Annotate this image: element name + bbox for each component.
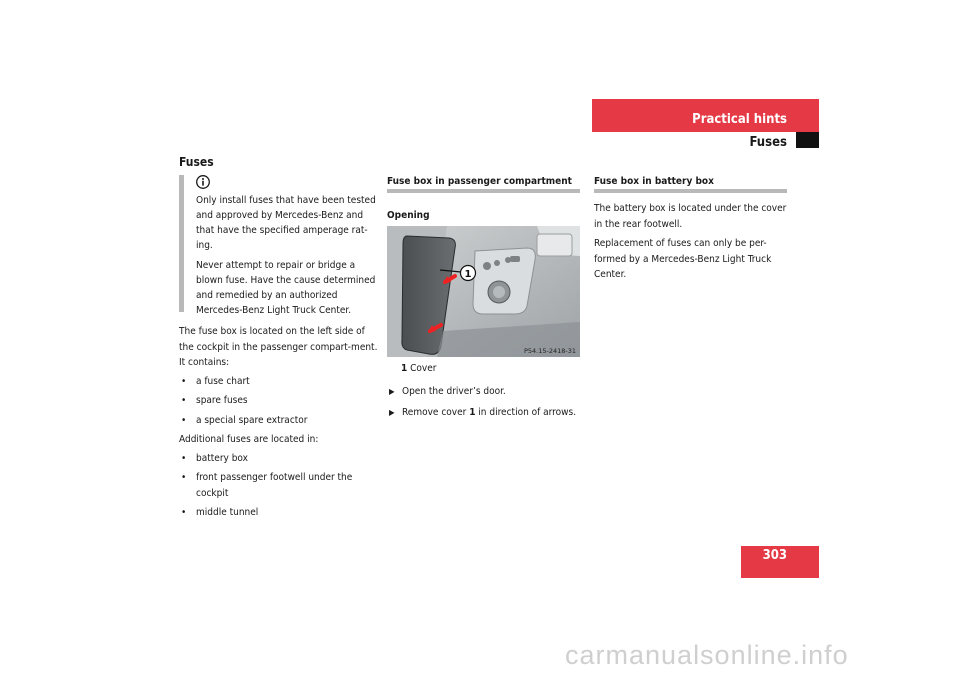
step-text-prefix: Remove cover <box>402 407 470 418</box>
step-text: Open the driver’s door. <box>402 385 506 397</box>
info-paragraph: Only install fuses that have been tested and approved by Mercedes-Benz and that have the specified amperage rat-ing. <box>196 195 376 251</box>
heading-rule <box>594 189 787 193</box>
instruction-step <box>387 384 587 400</box>
battery-text <box>594 201 792 287</box>
list-item: • a fuse chart <box>179 374 379 390</box>
page-number: 303 <box>762 548 787 563</box>
section-title: Practical hints <box>692 112 787 127</box>
figure-code: P54.15-2418-31 <box>523 347 576 355</box>
battery-paragraph: Replacement of fuses can only be per-formed by a Mercedes-Benz Light Truck Center. <box>594 238 772 280</box>
left-column <box>179 324 379 525</box>
figure-callout: 1 <box>464 269 472 280</box>
intro-paragraph: The fuse box is located on the left side of the cockpit in the passenger compart-ment. It contains: <box>179 326 378 368</box>
contents-list <box>179 374 379 429</box>
list-item: • spare fuses <box>179 393 379 409</box>
additional-list <box>179 451 379 521</box>
figure-caption <box>401 361 587 377</box>
opening-subheading: Opening <box>387 210 430 221</box>
battery-heading: Fuse box in battery box <box>594 176 714 187</box>
instruction-step <box>387 405 587 421</box>
battery-paragraph: The battery box is located under the cover in the rear footwell. <box>594 203 787 230</box>
watermark: carmanualsonline.info <box>565 640 849 670</box>
passenger-instructions <box>387 361 587 427</box>
list-item: • battery box <box>179 451 379 467</box>
passenger-heading: Fuse box in passenger compartment <box>387 176 572 187</box>
info-icon <box>196 175 210 189</box>
subsection-title: Fuses <box>749 135 787 150</box>
step-arrow-icon: ▶ <box>389 386 395 396</box>
fuse-box-cover-photo <box>387 226 580 357</box>
list-item: • front passenger footwell under the cockpit <box>179 470 379 501</box>
step-text-suffix: in direction of arrows. <box>475 407 577 418</box>
list-item: • a special spare extractor <box>179 413 379 429</box>
list-item: • middle tunnel <box>179 505 379 521</box>
additional-intro: Additional fuses are located in: <box>179 434 319 445</box>
caption-number: 1 <box>401 363 408 374</box>
caption-text: Cover <box>410 363 437 374</box>
info-paragraph: Never attempt to repair or bridge a blown fuse. Have the cause determined and remedied by an authorized Mercedes-Benz Light Truck Center. <box>196 260 376 316</box>
page-title: Fuses <box>179 155 214 169</box>
step-arrow-icon: ▶ <box>389 408 395 417</box>
step-reference-number: 1 <box>469 407 476 418</box>
header-marker <box>796 132 819 148</box>
info-text <box>196 193 381 323</box>
heading-rule <box>387 189 580 193</box>
